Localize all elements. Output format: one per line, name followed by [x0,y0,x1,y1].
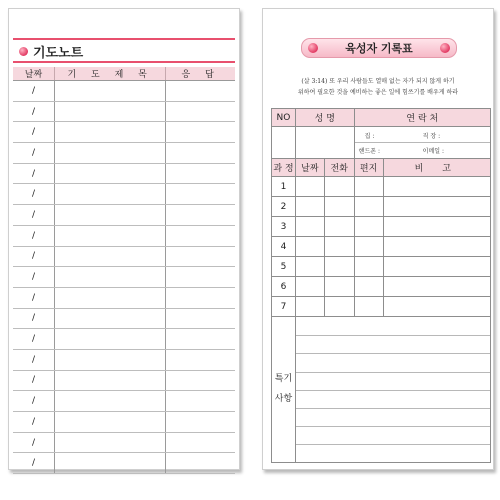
session-letter-cell [354,237,383,257]
column-answer: 응 답 [166,67,235,81]
answer-cell [166,184,235,205]
session-letter-cell [354,177,383,197]
date-slash: / [13,287,54,308]
prayer-row [13,412,235,433]
session-date-cell [295,237,324,257]
date-slash: / [13,453,54,474]
notes-line [296,408,490,409]
prayer-topic-cell [54,205,165,226]
session-phone-cell [324,257,354,277]
session-remarks-cell [383,177,490,197]
column-prayer-topic: 기 도 제 목 [54,67,165,81]
name-cell [295,127,354,159]
session-letter-cell [354,297,383,317]
prayer-row [13,225,235,246]
date-slash: / [13,101,54,122]
prayer-topic-cell [54,308,165,329]
date-slash: / [13,349,54,370]
date-slash: / [13,184,54,205]
session-row [272,237,491,257]
prayer-topic-cell [54,225,165,246]
prayer-row [13,267,235,288]
session-number: 7 [272,297,296,317]
notes-line [296,426,490,427]
pink-bullet-icon [19,47,28,56]
answer-cell [166,205,235,226]
prayer-table [13,67,235,474]
session-number: 6 [272,277,296,297]
header-rule-bottom [13,61,235,63]
session-row [272,197,491,217]
session-phone-cell [324,177,354,197]
session-row [272,277,491,297]
prayer-row [13,81,235,102]
prayer-topic-cell [54,432,165,453]
notes-line [296,390,490,391]
phone-header: 전화 [324,159,354,177]
answer-cell [166,143,235,164]
answer-cell [166,287,235,308]
answer-cell [166,163,235,184]
work-label: 직 장 : [422,133,441,140]
answer-cell [166,432,235,453]
session-number: 3 [272,217,296,237]
prayer-row [13,122,235,143]
prayer-row [13,143,235,164]
answer-cell [166,267,235,288]
session-remarks-cell [383,297,490,317]
column-date: 날짜 [13,67,54,81]
session-row [272,257,491,277]
prayer-topic-cell [54,391,165,412]
prayer-topic-cell [54,101,165,122]
prayer-row [13,432,235,453]
answer-cell [166,329,235,350]
answer-cell [166,225,235,246]
notes-label-cell [272,317,296,463]
prayer-topic-cell [54,412,165,433]
email-label: 이메일 : [422,148,444,155]
date-slash: / [13,163,54,184]
course-header: 과 정 [272,159,296,177]
notes-label-line: 사항 [274,394,293,404]
answer-cell [166,122,235,143]
session-row [272,217,491,237]
name-header: 성 명 [295,109,354,127]
prayer-topic-cell [54,267,165,288]
session-date-cell [295,277,324,297]
contact-cell [354,127,490,159]
answer-cell [166,246,235,267]
session-letter-cell [354,277,383,297]
prayer-row [13,101,235,122]
answer-cell [166,412,235,433]
notes-line [296,335,490,336]
session-phone-cell [324,217,354,237]
prayer-topic-cell [54,453,165,474]
answer-cell [166,391,235,412]
session-number: 2 [272,197,296,217]
session-remarks-cell [383,217,490,237]
notes-line [296,372,490,373]
home-label: 집 : [364,133,375,140]
date-slash: / [13,143,54,164]
pink-bullet-icon [440,43,450,53]
prayer-topic-cell [54,329,165,350]
prayer-row [13,287,235,308]
prayer-row [13,246,235,267]
nurturer-record-page [262,8,494,470]
prayer-row [13,370,235,391]
date-header: 날짜 [295,159,324,177]
prayer-row [13,184,235,205]
prayer-topic-cell [54,287,165,308]
session-letter-cell [354,257,383,277]
session-date-cell [295,217,324,237]
session-number: 4 [272,237,296,257]
session-date-cell [295,297,324,317]
prayer-topic-cell [54,349,165,370]
date-slash: / [13,267,54,288]
prayer-topic-cell [54,81,165,102]
date-slash: / [13,432,54,453]
date-slash: / [13,329,54,350]
prayer-note-page [8,8,240,470]
page-title: 기도노트 [33,45,84,61]
prayer-row [13,349,235,370]
prayer-topic-cell [54,370,165,391]
verse-line: 위하여 필요한 것을 예비하는 좋은 일에 힘쓰기를 배우게 하라 [297,89,459,96]
session-row [272,177,491,197]
prayer-row [13,329,235,350]
prayer-note-header [19,41,83,61]
session-phone-cell [324,237,354,257]
page-title: 육성자 기록표 [345,42,413,55]
prayer-topic-cell [54,246,165,267]
header-rule [13,38,235,40]
verse-line: (살 3:14) 또 우리 사람들도 열매 없는 자가 되지 않게 하기 [301,78,455,85]
prayer-row [13,391,235,412]
prayer-topic-cell [54,184,165,205]
notes-line [296,444,490,445]
notes-line [296,353,490,354]
remarks-header: 비 고 [383,159,490,177]
notes-area [295,317,490,463]
date-slash: / [13,246,54,267]
contact-header: 연 락 처 [354,109,490,127]
contact-divider [355,142,490,143]
title-banner [301,38,457,58]
session-letter-cell [354,197,383,217]
session-phone-cell [324,277,354,297]
answer-cell [166,370,235,391]
date-slash: / [13,391,54,412]
session-row [272,297,491,317]
session-remarks-cell [383,277,490,297]
answer-cell [166,81,235,102]
session-date-cell [295,197,324,217]
prayer-topic-cell [54,143,165,164]
prayer-row [13,308,235,329]
session-number: 5 [272,257,296,277]
date-slash: / [13,122,54,143]
pink-bullet-icon [308,43,318,53]
session-date-cell [295,257,324,277]
scripture-verse [275,76,481,98]
session-letter-cell [354,217,383,237]
date-slash: / [13,370,54,391]
no-header: NO [272,109,296,127]
session-remarks-cell [383,237,490,257]
answer-cell [166,101,235,122]
record-table [271,108,491,463]
date-slash: / [13,412,54,433]
session-remarks-cell [383,197,490,217]
session-phone-cell [324,297,354,317]
prayer-row [13,205,235,226]
date-slash: / [13,225,54,246]
session-number: 1 [272,177,296,197]
prayer-topic-cell [54,163,165,184]
session-date-cell [295,177,324,197]
answer-cell [166,349,235,370]
prayer-row [13,163,235,184]
session-remarks-cell [383,257,490,277]
prayer-topic-cell [54,122,165,143]
answer-cell [166,308,235,329]
session-phone-cell [324,197,354,217]
letter-header: 편지 [354,159,383,177]
date-slash: / [13,308,54,329]
notes-label-line: 특기 [274,374,293,384]
mobile-label: 핸드폰 : [358,148,380,155]
answer-cell [166,453,235,474]
date-slash: / [13,205,54,226]
no-cell [272,127,296,159]
date-slash: / [13,81,54,102]
prayer-row [13,453,235,474]
